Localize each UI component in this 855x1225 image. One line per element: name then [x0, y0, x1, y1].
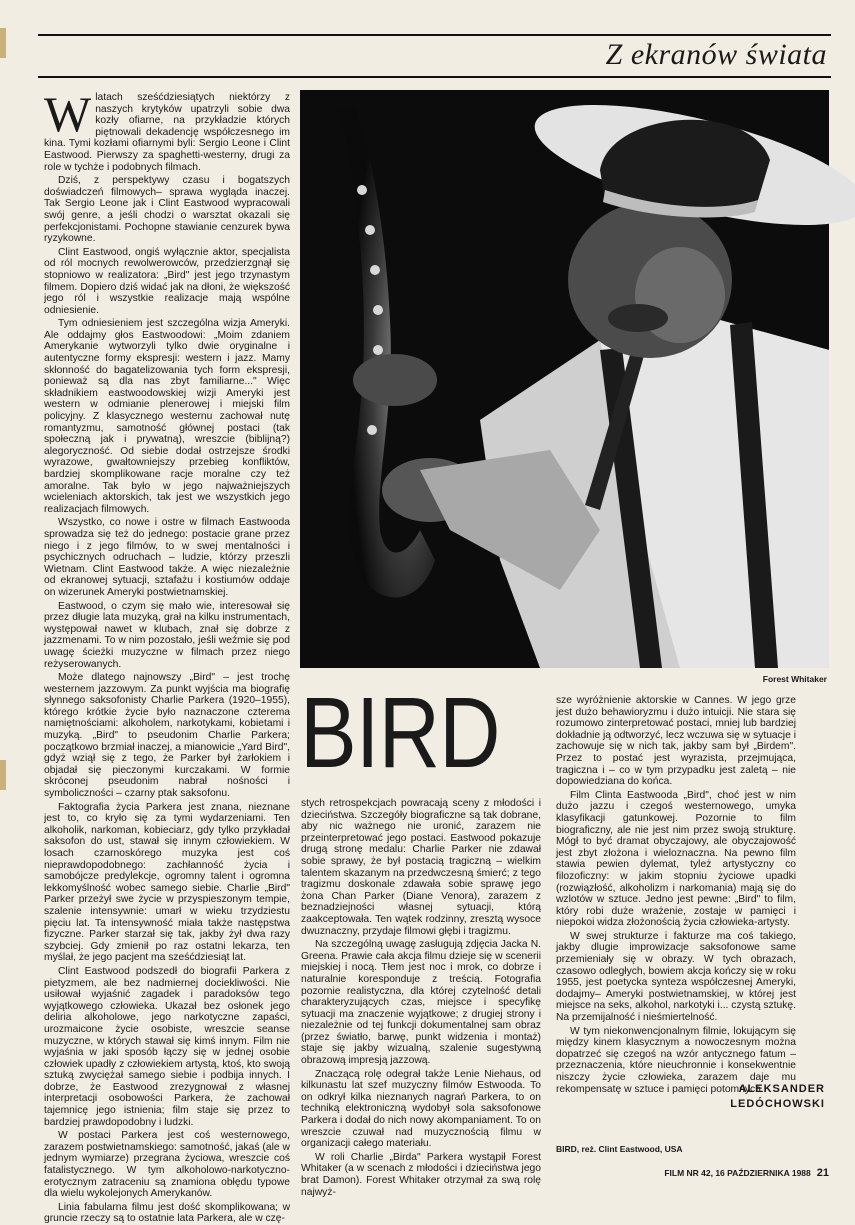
film-still-photo — [300, 90, 829, 668]
saxophonist-image — [300, 90, 829, 668]
edge-mark — [0, 760, 6, 790]
page-number: 21 — [816, 1167, 829, 1179]
paragraph: Clint Eastwood podszedł do biografii Parkera z pietyzmem, ale bez nadmiernej dociekliwości. Nie usiłował wyjaśnić zagadek i paradoksów tego wyjątkowego człowieka. Ukazał bez osłonek jego deliria alkoholowe, jego narkotyczne zapaści, urozmaicone życie osobiste, wreszcie seanse muzyczne, w których stawał się kimś innym. Film nie wyjaśnia w jaki sposób łączy się w jednej osobie człowiek upadły z człowiekiem artystą, ktoś, kto swoją sztuką zwyciężał samego siebie i podbija innych. I dobrze, że Eastwood zrezygnował z własnej interpretacji osobowości Parkera, że zachował tajemnicę jego istnienia; film staje się przez to bardziej prawdopodobny i ludzki. — [44, 965, 290, 1128]
paragraph: Clint Eastwood, ongiś wyłącznie aktor, specjalista od ról mocnych rewolwerowców, przedzierzgnął się stopniowo w realizatora: „Bird" jest jego trzynastym filmem. Dopiero dziś widać jak na dłoni, że większość jego ról i wszystkie realizacje mają wspólne odniesienie. — [44, 246, 290, 316]
paragraph: W roli Charlie „Birda" Parkera wystąpił Forest Whitaker (a w scenach z młodości i dzieciństwa jego brat Damon). Forest Whitaker otrzymał za swą rolę najwyż- — [301, 1151, 541, 1198]
paragraph: Na szczególną uwagę zasługują zdjęcia Jacka N. Greena. Prawie cała akcja filmu dzieje się w scenerii miejskiej i nocą. Tłem jest noc i mrok, co dobrze i naturalnie koresponduje z treścią. Fotografia pozornie realistyczna, dla której czytelność detali charakteryzujących czas, miejsce i specyfikę sytuacji ma znaczenie wyjątkowe; z drugiej strony i niezależnie od tej funkcji dokumentalnej sam obraz (przez światło, barwę, punkt widzenia i montaż) staje się jakby wizualną, szalenie sugestywną obrazową impresją jazzową. — [301, 939, 541, 1067]
paragraph: W tym niekonwencjonalnym filmie, lokującym się między kinem klasycznym a nowoczesnym można dopatrzeć się czegoś na wzór antycznego fatum – przeznaczenia, które nieuchronnie i konsekwentnie niszczy życie człowieka, zarazem daje mu rekompensatę w sztuce i pamięci potomnych. — [556, 1025, 796, 1095]
paragraph: sze wyróżnienie aktorskie w Cannes. W jego grze jest dużo behawioryzmu i dużo intuicji. Nie stara się rozumowo zinterpretować postaci, mniej lub bardziej dokładnie ją odtworzyć, lecz wczuwa się w sytuacje i zachowuje się w nich tak, jakby sam był „Birdem". Przez to postać jest wyrazista, przejmująca, tragiczna i – co w tym przypadku jest zaletą – nie dopowiedziana do końca. — [556, 695, 796, 788]
section-title: Z ekranów świata — [605, 38, 827, 71]
paragraph: Film Clinta Eastwooda „Bird", choć jest w nim dużo jazzu i czegoś westernowego, umyka klasyfikacji gatunkowej. Pozornie to film biograficzny, ale nie jest nim przez swoją strukturę. Mógł to być dramat obyczajowy, ale obyczajowość jest zbyt złożona i wieloznaczna. Na pewno film stawia pewien dylemat, tyleż artystyczny co filozoficzny: w jakim stopniu życiowe upadki (rozwiązłość, alkoholizm i narkomania) mają się do wzlotów w sztuce. Jedno jest pewne: „Bird" to film, który robi duże wrażenie, zostaje w pamięci i niepokoi widza złożonością życia człowieka-artysty. — [556, 789, 796, 929]
photo-caption: Forest Whitaker — [762, 674, 827, 684]
paragraph: Faktografia życia Parkera jest znana, nieznane jest to, co kryło się za tymi wydarzeniami. Ten alkoholik, narkoman, kobieciarz, gdy tylko przykładał saksofon do ust, stawał się innym człowiekiem. W losach czarnoskórego muzyka jest coś nieprawdopodobnego: zachłanność życia i samobójcze predylekcje, ogromny talent i ogromna lekkomyślność wobec samego siebie. Charlie „Bird" Parker przeżył swe życie w przyspieszonym tempie, szalenie intensywnie: umarł w wieku trzydziestu pięciu lat. Ta intensywność miała także następstwa fizyczne. Parker starzał się tak, jakby żył dwa razy szybciej. Gdy zmienił po raz ostatni lekarza, ten myślał, że jego pacjent ma sześćdziesiąt lat. — [44, 801, 290, 964]
film-credit: BIRD, reż. Clint Eastwood, USA — [556, 1144, 683, 1154]
article-column-1 — [44, 86, 290, 1225]
paragraph: Może dlatego najnowszy „Bird" – jest trochę westernem jazzowym. Za punkt wyjścia ma biografię słynnego saksofonisty Charlie Parkera (1920–1955), którego krótkie życie było naznaczone czterema namiętnościami: alkoholem, narkotykami, kobietami i muzyką. „Bird" to pseudonim Charlie Parkera; początkowo brzmiał inaczej, a mianowicie „Yard Bird", gdyż wziął się z tego, że Parker był żarłokiem i objadał się pieczonymi kurczakami. W formie skróconej pseudonim nabrał nośności i symboliczności – czarny ptak saksofonu. — [44, 672, 290, 800]
page-footer — [664, 1167, 829, 1179]
paragraph: Wlatach sześćdziesiątych niektórzy z naszych krytyków upatrzyli sobie dwa kozły ofiarne, na przykładzie których piętnowali dekadencję współczesnego im kina. Tymi kozłami ofiarnymi byli: Sergio Leone i Clint Eastwood. Pierwszy za spaghetti-westerny, drugi za role w tychże i podobnych filmach. — [44, 86, 290, 173]
article-column-2 — [301, 798, 541, 1198]
paragraph: Linia fabularna filmu jest dość skomplikowana; w gruncie rzeczy są to ostatnie lata Parkera, ale w czę- — [44, 1201, 290, 1225]
paragraph: Tym odniesieniem jest szczególna wizja Ameryki. Ale oddajmy głos Eastwoodowi: „Moim zdaniem Amerykanie wytworzyli tylko dwie oryginalne i autentyczne formy ekspresji: western i jazz. Mamy skłonność do bagatelizowania tych form ekspresji, ponieważ są dla nas zbyt familiarne..." Więc składnikiem eastwoodowskiej wizji Ameryki jest western w odmianie plenerowej i miejski film policyjny. Z klasycznego westernu zachował nutę romantyzmu, samotność głównej postaci (tak społeczną jak i prywatną), wreszcie (biblijną?) alegoryczność. Od siebie dodał ostrzejsze środki wyrazowe, gwałtowniejszy przebieg konfliktów, bardziej skomplikowane racje moralne czy też amoralne. Tak było w jego najważniejszych wcieleniach aktorskich, tak jest we wszystkich jego realizacjach filmowych. — [44, 318, 290, 515]
author-last-name: LEDÓCHOWSKI — [730, 1098, 825, 1110]
paragraph: W swej strukturze i fakturze ma coś takiego, jakby dlugie improwizacje saksofonowe same przemieniały się w obrazy. W tych obrazach, czasowo odległych, bowiem akcja kończy się w roku 1955, jest poetycka synteza współczesnej Ameryki, dodajmy– Ameryki postwietnamskiej, w której jest miejsce na seks, alkohol, narkotyki i... czystą sztukę. Na przemijalność i nieśmiertelność. — [556, 930, 796, 1024]
paragraph: Eastwood, o czym się mało wie, interesował się przez długie lata muzyką, grał na kilku instrumentach, występował nawet w klubach, znał się dobrze z jazzmenami. To w nim pozostało, jeśli weźmie się pod uwagę ścieżki muzyczne w filmach przez niego reżyserowanych. — [44, 600, 290, 670]
paragraph: W postaci Parkera jest coś westernowego, zarazem postwietnamskiego: samotność, jakaś (ale w jednym wymiarze) przegrana życiowa, wreszcie coś fatalistycznego. W tym alkoholowo-narkotyczno-erotycznym zatraceniu są znamiona obłędu typowe dla wielu wykolejonych Amerykanów. — [44, 1130, 290, 1200]
header-rule-top — [38, 34, 831, 36]
paragraph: Dziś, z perspektywy czasu i bogatszych doświadczeń filmowych– sprawa wygląda inaczej. Tak Sergio Leone jak i Clint Eastwood wypracowali swój genre, a jeśli chodzi o warsztat okazali się perfekcjonistami. Pochopne stawianie cenzurek bywa ryzykowne. — [44, 175, 290, 245]
issue-info: FILM NR 42, 16 PAŹDZIERNIKA 1988 — [664, 1168, 811, 1178]
paragraph: stych retrospekcjach powracają sceny z młodości i dzieciństwa. Szczegóły biograficzne są tak dobrane, aby nic ważnego nie uronić, zarazem nie przeinterpretować jego postaci. Eastwood pokazuje drugą stronę medalu: Charlie Parker nie zdawał sobie sprawy, że był postacią tragiczną – wielkim talentem skazanym na przedwczesną śmierć; z tego tragizmu doskonale zdawała sobie sprawę jego żona Chan Parker (Diane Venora), zarazem z beznadziejności własnej sytuacji, którą zaakceptowała. Ten wątek rodzinny, zresztą wysoce dwuznaczny, przydaje filmowi głębi i tragizmu. — [301, 798, 541, 937]
drop-cap: W — [44, 86, 92, 142]
paragraph: Wszystko, co nowe i ostre w filmach Eastwooda sprowadza się też do jednego: postacie grane przez niego i z jego filmów, to w swej mentalności i psychicznych odruchach – ludzie, którzy przeszli Wietnam. Clint Eastwood także. A więc niezależnie od ekranowej sytuacji, sztafażu i kostiumów oddaje on wizerunek Ameryki postwietnamskiej. — [44, 517, 290, 598]
article-title: BIRD — [300, 677, 500, 789]
paragraph: Znaczącą rolę odegrał także Lenie Niehaus, od kilkunastu lat szef muzyczny filmów Estwooda. To on odkrył kilka nieznanych nagrań Parkera, to on techniką elektroniczną wydobył sola saksofonowe Parkera i dodał do nich nowy akompaniament. To on wreszcie czuwał nad muzycznością filmu w organizacji całego materiału. — [301, 1068, 541, 1150]
edge-mark — [0, 28, 6, 58]
author-first-name: ALEKSANDER — [738, 1083, 825, 1095]
header-rule-bottom — [38, 76, 831, 78]
